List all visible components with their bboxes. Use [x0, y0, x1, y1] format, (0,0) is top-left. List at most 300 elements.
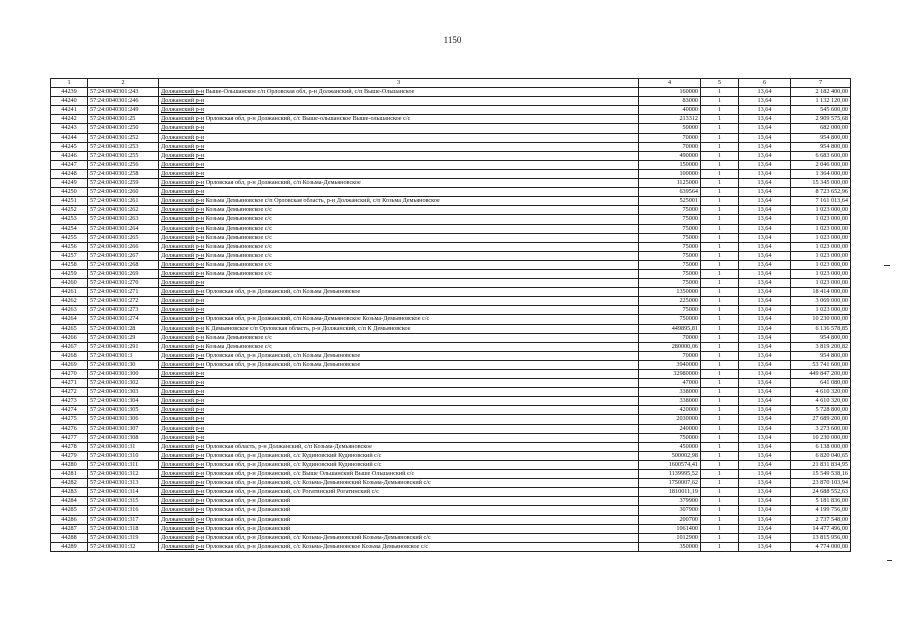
- area-value: 1600574,41: [639, 460, 701, 469]
- address-cell: [159, 351, 639, 360]
- table-row: [51, 106, 851, 115]
- header-cell: 6: [739, 79, 791, 88]
- location-description: Орловская обл, р-н Должанский, с/с Козьма-Демьяновский Козьма-Демьяновский с/с: [205, 533, 431, 541]
- location-description: Орловская обл, р-н Должанский, с/с Выше-ольшанское Выше-ольшанское с/с: [205, 115, 411, 123]
- row-number: 44267: [51, 342, 88, 351]
- cost-value: 1 023 000,00: [791, 279, 851, 288]
- location-description: Орловская обл, р-н Должанский, с/п Козьма-Демьяновское: [205, 179, 361, 187]
- location-description: Орловская обл, р-н Должанский: [205, 524, 291, 532]
- address-cell: [159, 497, 639, 506]
- table-row: [51, 415, 851, 424]
- district-name: Должанский р-н: [161, 406, 205, 414]
- share-value: 1: [701, 169, 739, 178]
- address-cell: [159, 542, 639, 551]
- area-value: 70000: [639, 351, 701, 360]
- cadastral-number: 57:24:0040301:253: [88, 142, 159, 151]
- area-value: 420000: [639, 406, 701, 415]
- row-number: 44239: [51, 88, 88, 97]
- scan-mark: [884, 265, 890, 266]
- table-row: [51, 88, 851, 97]
- area-value: 75000: [639, 242, 701, 251]
- table-row: [51, 297, 851, 306]
- row-number: 44257: [51, 251, 88, 260]
- table-row: [51, 197, 851, 206]
- table-row: [51, 433, 851, 442]
- location-description: Орловская обл, р-н Должанский: [205, 515, 291, 523]
- rate-value: 13,64: [739, 160, 791, 169]
- address-cell: [159, 315, 639, 324]
- share-value: 1: [701, 360, 739, 369]
- district-name: Должанский р-н: [161, 115, 205, 123]
- address-cell: [159, 242, 639, 251]
- address-cell: [159, 288, 639, 297]
- row-number: 44278: [51, 442, 88, 451]
- cost-value: 1 023 000,00: [791, 224, 851, 233]
- cost-value: 682 000,00: [791, 124, 851, 133]
- district-name: Должанский р-н: [161, 470, 205, 478]
- register-sheet: [50, 78, 850, 552]
- rate-value: 13,64: [739, 279, 791, 288]
- row-number: 44264: [51, 315, 88, 324]
- address-cell: [159, 479, 639, 488]
- area-value: 750000: [639, 315, 701, 324]
- area-value: 75000: [639, 251, 701, 260]
- rate-value: 13,64: [739, 470, 791, 479]
- cost-value: 23 870 103,94: [791, 479, 851, 488]
- cost-value: 21 831 834,95: [791, 460, 851, 469]
- district-name: Должанский р-н: [161, 506, 205, 514]
- area-value: 750000: [639, 433, 701, 442]
- table-row: [51, 424, 851, 433]
- rate-value: 13,64: [739, 206, 791, 215]
- address-cell: [159, 370, 639, 379]
- area-value: 50000: [639, 124, 701, 133]
- cadastral-number: 57:24:0040301:262: [88, 206, 159, 215]
- rate-value: 13,64: [739, 179, 791, 188]
- row-number: 44253: [51, 215, 88, 224]
- rate-value: 13,64: [739, 124, 791, 133]
- cost-value: 4 199 756,00: [791, 506, 851, 515]
- rate-value: 13,64: [739, 233, 791, 242]
- district-name: Должанский р-н: [161, 515, 205, 523]
- address-cell: [159, 224, 639, 233]
- address-cell: [159, 160, 639, 169]
- cost-value: 1 023 000,00: [791, 215, 851, 224]
- area-value: 240000: [639, 424, 701, 433]
- rate-value: 13,64: [739, 397, 791, 406]
- district-name: Должанский р-н: [161, 215, 205, 223]
- cost-value: 13 815 956,00: [791, 533, 851, 542]
- cadastral-number: 57:24:0040301:312: [88, 470, 159, 479]
- district-name: Должанский р-н: [161, 233, 205, 241]
- table-row: [51, 279, 851, 288]
- area-value: 338000: [639, 388, 701, 397]
- cost-value: 449 847 200,00: [791, 370, 851, 379]
- row-number: 44266: [51, 333, 88, 342]
- cost-value: 5 728 800,00: [791, 406, 851, 415]
- cost-value: 6 136 578,85: [791, 324, 851, 333]
- cadastral-number: 57:24:0040301:303: [88, 388, 159, 397]
- cost-value: 53 741 600,00: [791, 360, 851, 369]
- table-row: [51, 288, 851, 297]
- cost-value: 1 023 000,00: [791, 251, 851, 260]
- share-value: 1: [701, 160, 739, 169]
- district-name: Должанский р-н: [161, 324, 205, 332]
- cadastral-number: 57:24:0040301:313: [88, 479, 159, 488]
- cost-value: 3 069 000,00: [791, 297, 851, 306]
- district-name: Должанский р-н: [161, 133, 205, 141]
- header-cell: 2: [88, 79, 159, 88]
- table-row: [51, 470, 851, 479]
- share-value: 1: [701, 370, 739, 379]
- cost-value: 1 023 000,00: [791, 306, 851, 315]
- address-cell: [159, 279, 639, 288]
- address-cell: [159, 442, 639, 451]
- table-row: [51, 97, 851, 106]
- cost-value: 7 161 013,64: [791, 197, 851, 206]
- share-value: 1: [701, 215, 739, 224]
- cost-value: 954 800,00: [791, 333, 851, 342]
- row-number: 44287: [51, 524, 88, 533]
- address-cell: [159, 133, 639, 142]
- address-cell: [159, 260, 639, 269]
- row-number: 44277: [51, 433, 88, 442]
- location-description: Козьма Демьяновское с/с: [205, 342, 272, 350]
- cadastral-number: 57:24:0040301:319: [88, 533, 159, 542]
- cost-value: 6 820 040,65: [791, 451, 851, 460]
- cost-value: 2 909 575,68: [791, 115, 851, 124]
- share-value: 1: [701, 179, 739, 188]
- table-row: [51, 379, 851, 388]
- rate-value: 13,64: [739, 442, 791, 451]
- location-description: К Демьяновское с/п Орловская область, р-н Должанский, с/п К Демьяновское: [205, 324, 411, 332]
- cadastral-number: 57:24:0040301:250: [88, 124, 159, 133]
- area-value: 2030000: [639, 415, 701, 424]
- cost-value: 27 689 200,00: [791, 415, 851, 424]
- address-cell: [159, 115, 639, 124]
- area-value: 338000: [639, 397, 701, 406]
- cost-value: 4 774 000,00: [791, 542, 851, 551]
- header-row: [51, 79, 851, 88]
- row-number: 44249: [51, 179, 88, 188]
- location-description: Орловская обл, р-н Должанский, с/с Козьма-Демьяновский Козьма-Демьяновский с/с: [205, 479, 431, 487]
- address-cell: [159, 460, 639, 469]
- location-description: Орловская обл, р-н Должанский, с/с Кудиновский Кудиновский с/с: [205, 460, 382, 468]
- row-number: 44270: [51, 370, 88, 379]
- location-description: Козьма Демьяновское с/с: [205, 333, 272, 341]
- share-value: 1: [701, 142, 739, 151]
- share-value: 1: [701, 88, 739, 97]
- cadastral-number: 57:24:0040301:274: [88, 315, 159, 324]
- share-value: 1: [701, 542, 739, 551]
- share-value: 1: [701, 415, 739, 424]
- district-name: Должанский р-н: [161, 397, 205, 405]
- row-number: 44271: [51, 379, 88, 388]
- row-number: 44256: [51, 242, 88, 251]
- cadastral-number: 57:24:0040301:267: [88, 251, 159, 260]
- address-cell: [159, 297, 639, 306]
- address-cell: [159, 169, 639, 178]
- address-cell: [159, 106, 639, 115]
- cadastral-number: 57:24:0040301:316: [88, 506, 159, 515]
- cadastral-number: 57:24:0040301:29: [88, 333, 159, 342]
- cadastral-number: 57:24:0040301:266: [88, 242, 159, 251]
- rate-value: 13,64: [739, 497, 791, 506]
- area-value: 639564: [639, 188, 701, 197]
- cadastral-number: 57:24:0040301:305: [88, 406, 159, 415]
- address-cell: [159, 88, 639, 97]
- cost-value: 6 138 000,00: [791, 442, 851, 451]
- cost-value: 954 800,00: [791, 133, 851, 142]
- location-description: Орловская обл, р-н Должанский, с/с Козьма-Демьяновское Козьма Демьяновское с/с: [205, 542, 429, 550]
- table-row: [51, 215, 851, 224]
- rate-value: 13,64: [739, 479, 791, 488]
- cadastral-number: 57:24:0040301:291: [88, 342, 159, 351]
- area-value: 75000: [639, 224, 701, 233]
- district-name: Должанский р-н: [161, 160, 205, 168]
- district-name: Должанский р-н: [161, 379, 205, 387]
- area-value: 75000: [639, 279, 701, 288]
- share-value: 1: [701, 442, 739, 451]
- rate-value: 13,64: [739, 297, 791, 306]
- address-cell: [159, 406, 639, 415]
- area-value: 75000: [639, 260, 701, 269]
- share-value: 1: [701, 506, 739, 515]
- rate-value: 13,64: [739, 515, 791, 524]
- row-number: 44246: [51, 151, 88, 160]
- cadastral-number: 57:24:0040301:306: [88, 415, 159, 424]
- rate-value: 13,64: [739, 133, 791, 142]
- address-cell: [159, 506, 639, 515]
- cadastral-number: 57:24:0040301:314: [88, 488, 159, 497]
- share-value: 1: [701, 397, 739, 406]
- cost-value: 2 182 400,00: [791, 88, 851, 97]
- address-cell: [159, 306, 639, 315]
- address-cell: [159, 388, 639, 397]
- rate-value: 13,64: [739, 251, 791, 260]
- share-value: 1: [701, 133, 739, 142]
- table-row: [51, 442, 851, 451]
- rate-value: 13,64: [739, 506, 791, 515]
- address-cell: [159, 524, 639, 533]
- address-cell: [159, 333, 639, 342]
- location-description: Орловская обл, р-н Должанский, с/п Козьма Демьяновское: [205, 360, 361, 368]
- share-value: 1: [701, 97, 739, 106]
- rate-value: 13,64: [739, 197, 791, 206]
- rate-value: 13,64: [739, 288, 791, 297]
- cadastral-number: 57:24:0040301:264: [88, 224, 159, 233]
- rate-value: 13,64: [739, 269, 791, 278]
- rate-value: 13,64: [739, 460, 791, 469]
- district-name: Должанский р-н: [161, 288, 205, 296]
- location-description: Орловская обл, р-н Должанский, с/п Козьма Демьяновское: [205, 288, 361, 296]
- table-row: [51, 142, 851, 151]
- district-name: Должанский р-н: [161, 106, 205, 114]
- area-value: 83000: [639, 97, 701, 106]
- row-number: 44243: [51, 124, 88, 133]
- address-cell: [159, 142, 639, 151]
- share-value: 1: [701, 233, 739, 242]
- cadastral-number: 57:24:0040301:249: [88, 106, 159, 115]
- share-value: 1: [701, 388, 739, 397]
- cadastral-number: 57:24:0040301:25: [88, 115, 159, 124]
- district-name: Должанский р-н: [161, 524, 205, 532]
- district-name: Должанский р-н: [161, 88, 205, 96]
- district-name: Должанский р-н: [161, 542, 205, 550]
- table-row: [51, 351, 851, 360]
- cadastral-number: 57:24:0040301:28: [88, 324, 159, 333]
- area-value: 225000: [639, 297, 701, 306]
- cadastral-number: 57:24:0040301:315: [88, 497, 159, 506]
- area-value: 450000: [639, 442, 701, 451]
- cadastral-number: 57:24:0040301:300: [88, 370, 159, 379]
- area-value: 47000: [639, 379, 701, 388]
- location-description: Орловская обл, р-н Должанский: [205, 506, 291, 514]
- rate-value: 13,64: [739, 406, 791, 415]
- district-name: Должанский р-н: [161, 360, 205, 368]
- table-row: [51, 342, 851, 351]
- district-name: Должанский р-н: [161, 251, 205, 259]
- address-cell: [159, 397, 639, 406]
- district-name: Должанский р-н: [161, 169, 205, 177]
- district-name: Должанский р-н: [161, 97, 205, 105]
- area-value: 449895,81: [639, 324, 701, 333]
- area-value: 500002,98: [639, 451, 701, 460]
- share-value: 1: [701, 424, 739, 433]
- area-value: 3940000: [639, 360, 701, 369]
- address-cell: [159, 342, 639, 351]
- rate-value: 13,64: [739, 88, 791, 97]
- row-number: 44263: [51, 306, 88, 315]
- address-cell: [159, 488, 639, 497]
- location-description: Козьма Демьяновское с/с: [205, 224, 272, 232]
- rate-value: 13,64: [739, 533, 791, 542]
- share-value: 1: [701, 224, 739, 233]
- table-row: [51, 388, 851, 397]
- cadastral-number: 57:24:0040301:259: [88, 179, 159, 188]
- rate-value: 13,64: [739, 260, 791, 269]
- rate-value: 13,64: [739, 342, 791, 351]
- district-name: Должанский р-н: [161, 488, 205, 496]
- area-value: 1139995,52: [639, 470, 701, 479]
- cost-value: 1 023 000,00: [791, 206, 851, 215]
- table-row: [51, 188, 851, 197]
- row-number: 44245: [51, 142, 88, 151]
- share-value: 1: [701, 479, 739, 488]
- area-value: 40000: [639, 106, 701, 115]
- row-number: 44250: [51, 188, 88, 197]
- rate-value: 13,64: [739, 451, 791, 460]
- row-number: 44252: [51, 206, 88, 215]
- cadastral-number: 57:24:0040301:270: [88, 279, 159, 288]
- row-number: 44280: [51, 460, 88, 469]
- area-value: 350000: [639, 542, 701, 551]
- cadastral-number: 57:24:0040301:265: [88, 233, 159, 242]
- district-name: Должанский р-н: [161, 224, 205, 232]
- cadastral-number: 57:24:0040301:318: [88, 524, 159, 533]
- district-name: Должанский р-н: [161, 260, 205, 268]
- row-number: 44240: [51, 97, 88, 106]
- location-description: Козьма Демьяновское с/с: [205, 269, 272, 277]
- rate-value: 13,64: [739, 151, 791, 160]
- area-value: 100000: [639, 169, 701, 178]
- district-name: Должанский р-н: [161, 370, 205, 377]
- cadastral-number: 57:24:0040301:271: [88, 288, 159, 297]
- table-row: [51, 269, 851, 278]
- district-name: Должанский р-н: [161, 124, 205, 132]
- location-description: Козьма Демьяновское с/с: [205, 206, 272, 214]
- row-number: 44288: [51, 533, 88, 542]
- district-name: Должанский р-н: [161, 179, 205, 187]
- header-cell: 4: [639, 79, 701, 88]
- cost-value: 4 610 320,00: [791, 397, 851, 406]
- address-cell: [159, 188, 639, 197]
- cost-value: 3 273 600,00: [791, 424, 851, 433]
- cost-value: 6 683 600,00: [791, 151, 851, 160]
- cadastral-number: 57:24:0040301:3: [88, 351, 159, 360]
- share-value: 1: [701, 315, 739, 324]
- district-name: Должанский р-н: [161, 206, 205, 214]
- share-value: 1: [701, 151, 739, 160]
- rate-value: 13,64: [739, 370, 791, 379]
- address-cell: [159, 415, 639, 424]
- area-value: 1350000: [639, 288, 701, 297]
- cost-value: 1 023 000,00: [791, 233, 851, 242]
- share-value: 1: [701, 406, 739, 415]
- address-cell: [159, 233, 639, 242]
- share-value: 1: [701, 288, 739, 297]
- row-number: 44254: [51, 224, 88, 233]
- share-value: 1: [701, 470, 739, 479]
- district-name: Должанский р-н: [161, 433, 205, 441]
- cost-value: 3 819 200,82: [791, 342, 851, 351]
- table-body: [51, 88, 851, 552]
- cost-value: 15 549 538,16: [791, 470, 851, 479]
- cadastral-number: 57:24:0040301:317: [88, 515, 159, 524]
- cost-value: 2 737 548,00: [791, 515, 851, 524]
- district-name: Должанский р-н: [161, 342, 205, 350]
- location-description: Козьма Демьяновское с/с: [205, 260, 272, 268]
- page-number: 1150: [443, 35, 462, 45]
- rate-value: 13,64: [739, 242, 791, 251]
- location-description: Орловская обл, р-н Должанский, с/с Рогатинский Рогатинский с/с: [205, 488, 379, 496]
- share-value: 1: [701, 251, 739, 260]
- row-number: 44282: [51, 479, 88, 488]
- row-number: 44259: [51, 269, 88, 278]
- cadastral-number: 57:24:0040301:246: [88, 97, 159, 106]
- district-name: Должанский р-н: [161, 315, 205, 323]
- address-cell: [159, 324, 639, 333]
- row-number: 44265: [51, 324, 88, 333]
- table-row: [51, 124, 851, 133]
- district-name: Должанский р-н: [161, 388, 205, 396]
- address-cell: [159, 251, 639, 260]
- table-row: [51, 397, 851, 406]
- district-name: Должанский р-н: [161, 460, 205, 468]
- district-name: Должанский р-н: [161, 533, 205, 541]
- area-value: 75000: [639, 233, 701, 242]
- rate-value: 13,64: [739, 106, 791, 115]
- share-value: 1: [701, 306, 739, 315]
- district-name: Должанский р-н: [161, 497, 205, 505]
- cost-value: 10 230 000,00: [791, 315, 851, 324]
- share-value: 1: [701, 197, 739, 206]
- address-cell: [159, 215, 639, 224]
- address-cell: [159, 269, 639, 278]
- share-value: 1: [701, 188, 739, 197]
- table-row: [51, 506, 851, 515]
- share-value: 1: [701, 333, 739, 342]
